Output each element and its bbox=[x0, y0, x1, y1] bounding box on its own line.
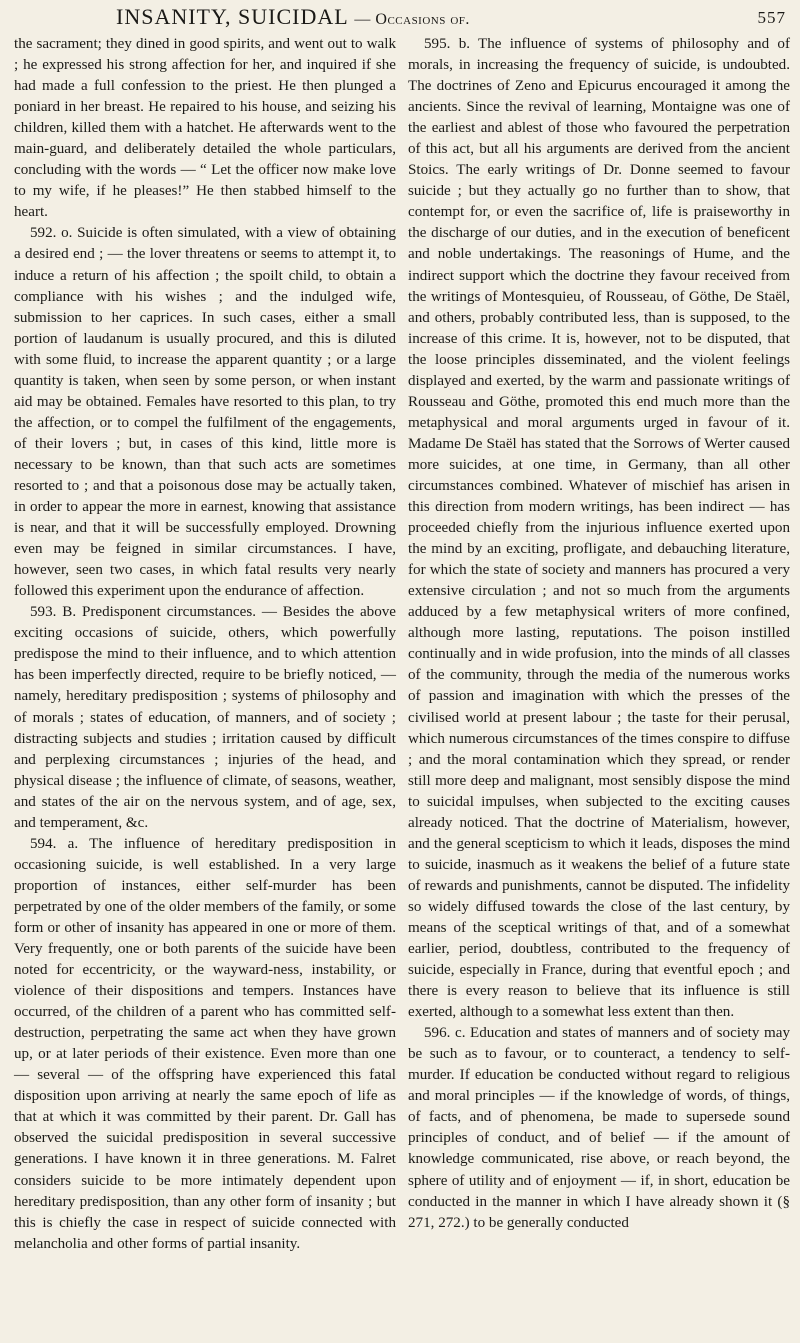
page-number: 557 bbox=[757, 8, 786, 27]
paragraph-continued: the sacrament; they dined in good spirits, and went out to walk ; he expressed his strong affection for her, and inquired if she had made a full confession to the priest. He then plunged a poniard in her breast. He repaired to his house, and seizing his children, killed them with a hatchet. He afterwards went to the main-guard, and deliberately detailed the whole particulars, concluding with the words — “ Let the officer now make love to my wife, if he pleases!” He then stabbed himself to the heart. bbox=[14, 36, 396, 221]
paragraph-596: 596. c. Education and states of manners and of society may be such as to favour, or to counteract, a tendency to self-murder. If education be conducted without regard to religious and moral principles — if the knowledge of words, of things, of facts, and of phenomena, be made to supersede sound principles of conduct, and of belief — if the amount of knowledge communicated, rise above, or reach beyond, the sphere of utility and of enjoyment — if, in short, education be conducted in the manner in which I have already shown it (§ 271, 272.) to be generally conducted bbox=[408, 1025, 790, 1231]
running-head-subtitle: — Occasions of. bbox=[354, 11, 470, 28]
right-column bbox=[408, 34, 790, 1337]
running-head-main: INSANITY, SUICIDAL bbox=[116, 4, 348, 29]
paragraph-595: 595. b. The influence of systems of philosophy and of morals, in increasing the frequency of suicide, is undoubted. The doctrines of Zeno and Epicurus encouraged it among the ancients. Since the revival of learning, Montaigne was one of the earliest and ablest of those who favoured the perpetration of this act, but all his arguments are derived from the ancient Stoics. The early writings of Dr. Donne seemed to favour suicide ; but they actually go no further than to show, that contempt for, or even the sacrifice of, life is praiseworthy in the discharge of our duties, and in the execution of beneficent and noble undertakings. The reasonings of Hume, and the indirect support which the doctrine they favour received from the writings of Montesquieu, of Rousseau, of Göthe, De Staël, and others, probably contributed less, than is supposed, to the increase of this crime. It is, however, not to be disputed, that the loose principles disseminated, and the violent feelings displayed and exerted, by the warm and passionate writings of Rousseau and Göthe, promoted this end much more than the metaphysical and moral arguments urged in favour of it. Madame De Staël has stated that the Sorrows of Werter caused more suicides, at one time, in Germany, than all other circumstances combined. Whatever of mischief has arisen in this direction from modern writings, has been indirect — has proceeded chiefly from the injurious influence exerted upon the mind by an exciting, profligate, and debauching literature, for which the state of society and manners has procured a very extensive circulation ; and not so much from the arguments adduced by a few metaphysical writers of more confined, although more lasting, reputations. The poison instilled continually and in wide profusion, into the minds of all classes of the community, through the media of the numerous works of passion and imagination with which the presses of the civilised world at present labour ; the taste for their perusal, which numerous circumstances of the times conspire to diffuse ; and the moral contamination which they spread, or render still more deep and malignant, most sensibly dispose the mind to suicidal impulses, when subjected to the exciting causes already noticed. That the doctrine of Materialism, however, and the general scepticism to which it leads, disposes the mind to suicide, inasmuch as it weakens the belief of a future state of rewards and punishments, cannot be disputed. The infidelity so widely diffused towards the close of the last century, by means of the sceptical writings of that, and of a somewhat earlier, period, doubtless, contributed to the frequency of suicide, especially in France, during that eventful epoch ; and there is every reason to believe that its influence is still exerted, although to a somewhat less extent than then. bbox=[408, 36, 790, 1021]
left-column bbox=[14, 34, 396, 1337]
paragraph-593: 593. B. Predisponent circumstances. — Besides the above exciting occasions of suicide, others, which powerfully predispose the mind to their influence, and to which attention has been imperfectly directed, require to be briefly noticed, — namely, hereditary predisposition ; systems of philosophy and of morals ; states of education, of manners, and of society ; distracting subjects and studies ; irritation caused by difficult and perplexing circumstances ; injuries of the head, and physical disease ; the influence of climate, of seasons, weather, and states of the air on the nervous system, and of age, sex, and temperament, &c. bbox=[14, 604, 396, 831]
running-head-title bbox=[116, 4, 470, 30]
paragraph-592: 592. o. Suicide is often simulated, with a view of obtaining a desired end ; — the lover threatens or seems to attempt it, to induce a return of his affection ; the spoilt child, to obtain a compliance with his wishes ; and the indulged wife, submission to her caprices. In such cases, either a small portion of laudanum is usually procured, and this is diluted with some fluid, to increase the apparent quantity ; or a large quantity is taken, when seen by some person, or when instant aid may be obtained. Females have resorted to this plan, to try the affection, or to compel the fulfilment of the engagements, of their lovers ; but, in cases of this kind, little more is necessary to be known, than that such acts are sometimes resorted to ; and that a poisonous dose may be actually taken, in order to appear the more in earnest, knowing that assistance is near, and that it will be successfully employed. Drowning even may be feigned in similar circumstances. I have, however, seen two cases, in which fatal results very nearly followed this experiment upon the endurance of affection. bbox=[14, 225, 396, 600]
paragraph-594: 594. a. The influence of hereditary predisposition in occasioning suicide, is well established. In a very large proportion of instances, either self-murder has been perpetrated by one of the older members of the family, or some form or other of insanity has appeared in one or more of them. Very frequently, one or both parents of the suicide have been noted for eccentricity, or the wayward-ness, instability, or violence of their dispositions and tempers. Instances have occurred, of the children of a parent who has committed self-destruction, perpetrating the same act when they have grown up, or at later periods of their existence. Even more than one — several — of the offspring have experienced this fatal disposition upon arriving at nearly the same epoch of life as that at which it was committed by their parent. Dr. Gall has observed the suicidal predisposition in several successive generations. I have known it in three generations. M. Falret considers suicide to be more intimately dependent upon hereditary predisposition, than any other form of insanity ; but this is chiefly the case in respect of suicide connected with melancholia and other forms of partial insanity. bbox=[14, 835, 396, 1252]
running-head bbox=[0, 4, 800, 34]
text-columns bbox=[14, 34, 790, 1337]
